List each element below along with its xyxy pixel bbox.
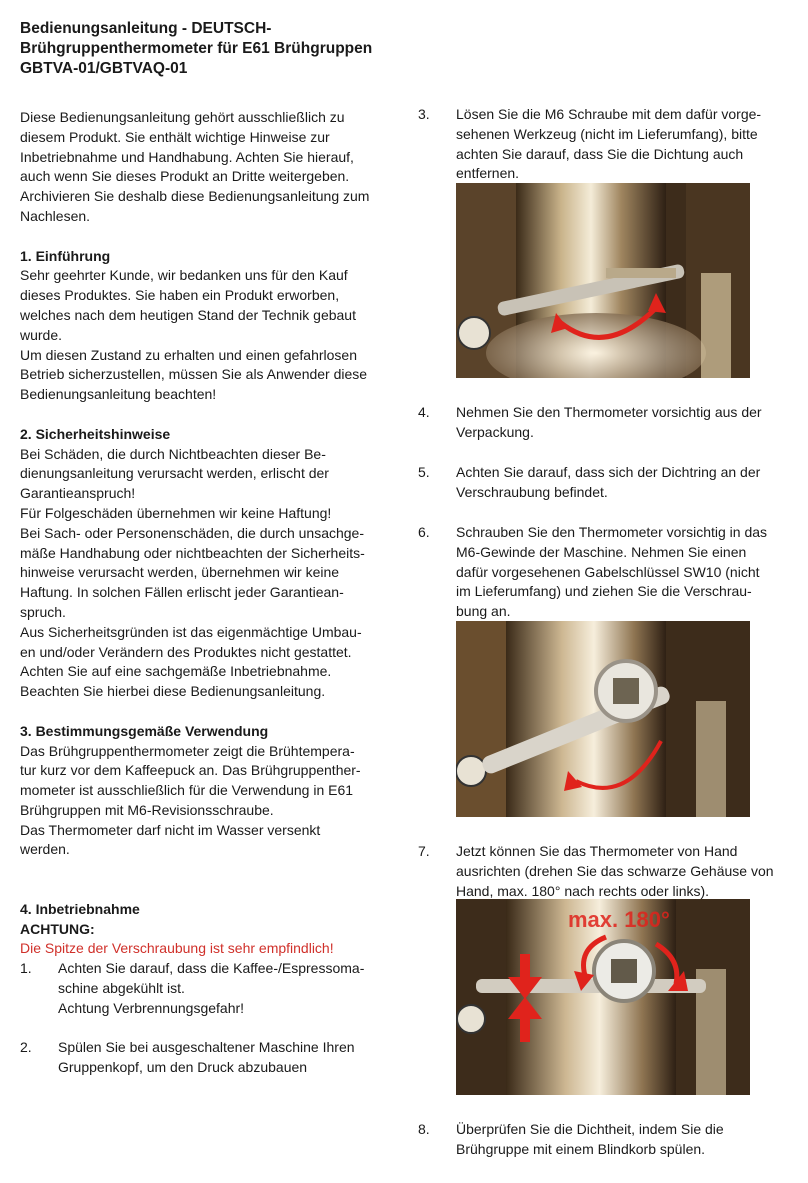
step-5 bbox=[418, 463, 790, 503]
step-line: Schrauben Sie den Thermometer vorsichtig in das bbox=[456, 524, 768, 540]
step-6 bbox=[418, 523, 790, 622]
step-line: schine abgekühlt ist. bbox=[58, 980, 185, 997]
section-2-line: hinweise verursacht werden, übernehmen wir keine bbox=[20, 564, 340, 581]
section-2-line: Haftung. In solchen Fällen erlischt jeder Garantiean- bbox=[20, 584, 344, 601]
step-line: Achten Sie darauf, dass sich der Dichtring an der bbox=[456, 464, 761, 480]
intro-line: auch wenn Sie dieses Produkt an Dritte weitergeben. bbox=[20, 168, 350, 185]
section-2-line: Aus Sicherheitsgründen ist das eigenmächtige Umbau- bbox=[20, 623, 362, 640]
document-title bbox=[20, 19, 420, 79]
title-line-1: Bedienungsanleitung - DEUTSCH- bbox=[20, 20, 272, 37]
step-line: Verschraubung befindet. bbox=[456, 483, 608, 500]
step-line: Brühgruppe mit einem Blindkorb spülen. bbox=[456, 1140, 706, 1157]
achtung-label: ACHTUNG: bbox=[20, 920, 95, 937]
step-number: 4. bbox=[418, 404, 430, 420]
step-4 bbox=[418, 403, 790, 443]
step-line: Überprüfen Sie die Dichtheit, indem Sie die bbox=[456, 1121, 724, 1137]
left-column bbox=[20, 108, 405, 1078]
step-number: 5. bbox=[418, 464, 430, 480]
section-2-line: dienungsanleitung verursacht werden, erlischt der bbox=[20, 465, 329, 482]
section-1-line: wurde. bbox=[20, 326, 63, 343]
step-7 bbox=[418, 842, 790, 901]
intro-line: Diese Bedienungsanleitung gehört ausschließlich zu bbox=[20, 109, 345, 125]
photo-loosen-screw bbox=[456, 183, 750, 378]
section-4-heading: 4. Inbetriebnahme bbox=[20, 900, 140, 917]
step-line: Hand, max. 180° nach rechts oder links). bbox=[456, 882, 710, 899]
section-2-line: Garantieanspruch! bbox=[20, 485, 136, 502]
section-1-line: Um diesen Zustand zu erhalten und einen gefahrlosen bbox=[20, 346, 357, 363]
section-3-line: Das Brühgruppenthermometer zeigt die Brühtempera- bbox=[20, 742, 355, 759]
step-line: Lösen Sie die M6 Schraube mit dem dafür vorge- bbox=[456, 106, 762, 122]
section-2-line: Für Folgeschäden übernehmen wir keine Haftung! bbox=[20, 504, 332, 521]
step-line: Spülen Sie bei ausgeschaltener Maschine Ihren bbox=[58, 1039, 355, 1056]
section-3-line: werden. bbox=[20, 841, 70, 858]
section-1-line: dieses Produktes. Sie haben ein Produkt erworben, bbox=[20, 287, 340, 304]
section-1-line: Sehr geehrter Kunde, wir bedanken uns für den Kauf bbox=[20, 267, 348, 284]
step-number: 3. bbox=[418, 106, 430, 122]
step-line: Achtung Verbrennungsgefahr! bbox=[58, 999, 245, 1016]
section-1-line: Betrieb sicherzustellen, müssen Sie als Anwender diese bbox=[20, 366, 368, 383]
intro-line: Archivieren Sie deshalb diese Bedienungsanleitung zum bbox=[20, 188, 370, 205]
step-line: Verpackung. bbox=[456, 423, 534, 440]
title-line-3: GBTVA-01/GBTVAQ-01 bbox=[20, 60, 188, 77]
section-2-line: Beachten Sie hierbei diese Bedienungsanleitung. bbox=[20, 683, 326, 700]
step-line: Nehmen Sie den Thermometer vorsichtig aus der bbox=[456, 404, 762, 420]
step-number: 1. bbox=[20, 960, 32, 977]
step-number: 2. bbox=[20, 1039, 32, 1056]
step-line: im Lieferumfang) und ziehen Sie die Verschrau- bbox=[456, 583, 752, 600]
section-2-line: Bei Sach- oder Personenschäden, die durch unsachge- bbox=[20, 524, 364, 541]
section-2-line: spruch. bbox=[20, 603, 66, 620]
title-line-2: Brühgruppenthermometer für E61 Brühgruppen bbox=[20, 40, 373, 57]
step-number: 7. bbox=[418, 843, 430, 859]
section-2-line: Achten Sie auf eine sachgemäße Inbetriebnahme. bbox=[20, 663, 332, 680]
section-2-line: en und/oder Verändern des Produktes nicht gestattet. bbox=[20, 643, 352, 660]
section-3-line: Brühgruppen mit M6-Revisionsschraube. bbox=[20, 801, 274, 818]
step-line: M6-Gewinde der Maschine. Nehmen Sie einen bbox=[456, 543, 747, 560]
section-1-line: Bedienungsanleitung beachten! bbox=[20, 386, 217, 403]
step-line: ausrichten (drehen Sie das schwarze Gehäuse von bbox=[456, 862, 774, 879]
intro-line: Inbetriebnahme und Handhabung. Achten Sie hierauf, bbox=[20, 148, 354, 165]
step-1 bbox=[20, 959, 405, 1018]
step-3 bbox=[418, 105, 790, 184]
intro-line: Nachlesen. bbox=[20, 207, 91, 224]
step-8 bbox=[418, 1120, 790, 1160]
step-line: achten Sie darauf, dass Sie die Dichtung auch bbox=[456, 145, 744, 162]
section-1-line: welches nach dem heutigen Stand der Technik gebaut bbox=[20, 306, 356, 323]
step-number: 8. bbox=[418, 1121, 430, 1137]
photo-tighten-wrench bbox=[456, 621, 750, 817]
section-3-line: mometer ist ausschließlich für die Verwendung in E61 bbox=[20, 782, 354, 799]
step-line: Jetzt können Sie das Thermometer von Hand bbox=[456, 843, 738, 859]
section-1-heading: 1. Einführung bbox=[20, 247, 111, 264]
section-3-line: Das Thermometer darf nicht im Wasser versenkt bbox=[20, 821, 321, 838]
step-line: dafür vorgesehenen Gabelschlüssel SW10 (nicht bbox=[456, 563, 760, 580]
warning-text: Die Spitze der Verschraubung ist sehr empfindlich! bbox=[20, 940, 334, 957]
step-line: Gruppenkopf, um den Druck abzubauen bbox=[58, 1059, 308, 1076]
section-2-line: Bei Schäden, die durch Nichtbeachten dieser Be- bbox=[20, 445, 326, 462]
rotation-label: max. 180° bbox=[568, 907, 670, 932]
section-2-line: mäße Handhabung oder nichtbeachten der Sicherheits- bbox=[20, 544, 365, 561]
intro-line: diesem Produkt. Sie enthält wichtige Hinweise zur bbox=[20, 128, 330, 145]
step-2 bbox=[20, 1038, 405, 1078]
section-3-line: tur kurz vor dem Kaffeepuck an. Das Brühgruppenther- bbox=[20, 762, 361, 779]
step-number: 6. bbox=[418, 524, 430, 540]
section-2-heading: 2. Sicherheitshinweise bbox=[20, 425, 171, 442]
photo-align-thermometer bbox=[456, 899, 750, 1095]
step-line: sehenen Werkzeug (nicht im Lieferumfang), bitte bbox=[456, 125, 758, 142]
step-line: bung an. bbox=[456, 603, 511, 620]
step-line: Achten Sie darauf, dass die Kaffee-/Espressoma- bbox=[58, 960, 365, 977]
section-3-heading: 3. Bestimmungsgemäße Verwendung bbox=[20, 722, 269, 739]
step-line: entfernen. bbox=[456, 165, 520, 182]
